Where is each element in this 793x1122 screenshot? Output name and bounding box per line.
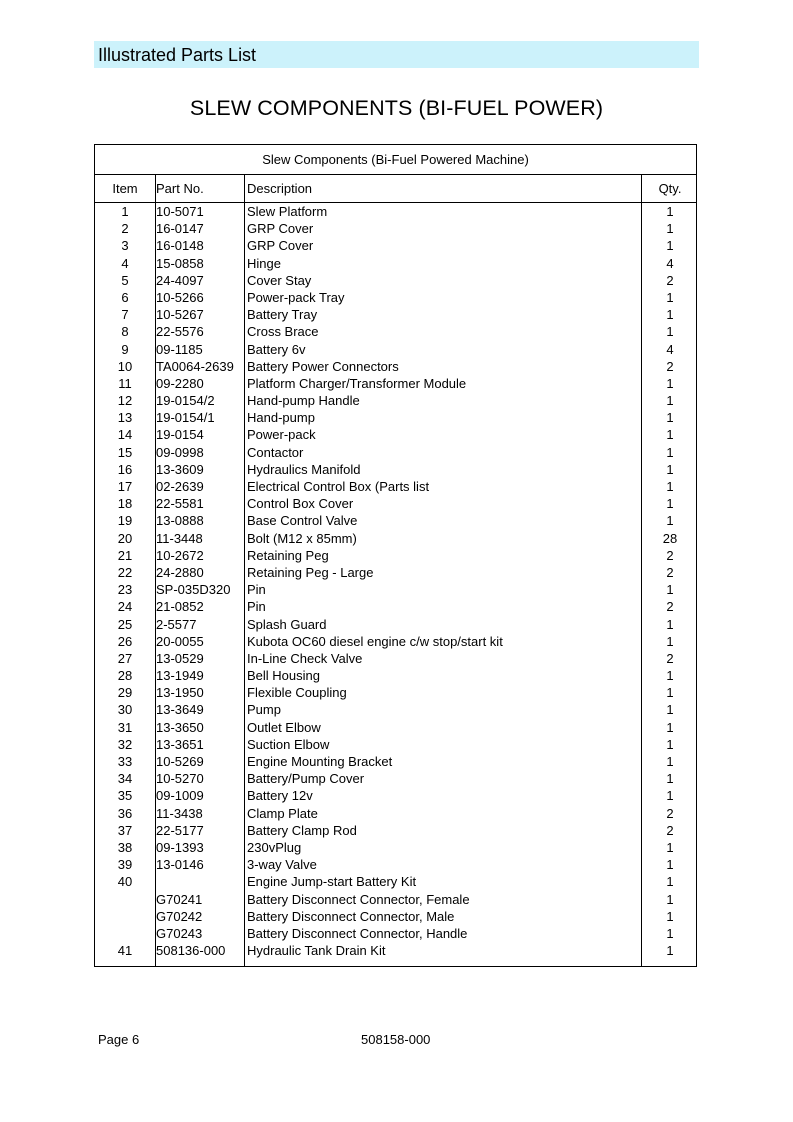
table-caption: Slew Components (Bi-Fuel Powered Machine) (95, 145, 696, 175)
row-description: Power-pack Tray (247, 289, 345, 305)
table-row (95, 392, 696, 409)
row-item-number: 26 (117, 633, 133, 649)
row-part-number: 15-0858 (156, 255, 204, 271)
row-item-number: 37 (117, 822, 133, 838)
row-quantity: 1 (666, 685, 674, 701)
row-quantity: 1 (666, 702, 674, 718)
row-description: Pin (247, 582, 266, 598)
row-quantity: 1 (666, 857, 674, 873)
row-description: Battery 6v (247, 341, 306, 357)
parts-table (94, 144, 697, 967)
row-part-number: 13-1949 (156, 668, 204, 684)
row-description: Battery/Pump Cover (247, 771, 365, 787)
row-description: Kubota OC60 diesel engine c/w stop/start kit (247, 633, 503, 649)
row-item-number: 4 (121, 255, 129, 271)
row-item-number: 17 (117, 479, 133, 494)
row-item-number: 2 (121, 221, 129, 237)
row-part-number: 13-0146 (156, 857, 204, 873)
row-quantity: 4 (666, 341, 674, 357)
row-description: Retaining Peg - Large (247, 564, 374, 580)
row-quantity: 2 (666, 650, 674, 666)
table-row (95, 358, 696, 375)
row-item-number: 38 (117, 839, 133, 855)
row-quantity: 2 (666, 599, 674, 615)
row-part-number: 09-1009 (156, 788, 204, 804)
row-description: Outlet Elbow (247, 719, 321, 735)
row-description: Pump (247, 702, 281, 718)
row-part-number: 11-3438 (156, 805, 203, 821)
row-description: Cross Brace (247, 324, 319, 340)
row-description: Clamp Plate (247, 805, 318, 821)
row-quantity: 1 (666, 324, 674, 340)
table-row (95, 856, 696, 873)
row-description: Power-pack (247, 427, 316, 443)
row-description: Flexible Coupling (247, 685, 347, 701)
row-part-number: 508136-000 (156, 943, 226, 959)
row-item-number: 1 (121, 204, 129, 219)
row-quantity: 1 (666, 788, 674, 804)
row-item-number: 22 (117, 564, 133, 580)
header-band (94, 41, 699, 68)
row-item-number: 36 (117, 805, 133, 821)
row-part-number: 13-0529 (156, 650, 204, 666)
table-row (95, 220, 696, 237)
table-row (95, 650, 696, 667)
row-description: GRP Cover (247, 221, 314, 237)
row-part-number: 13-3609 (156, 461, 204, 477)
row-part-number: 19-0154/1 (156, 410, 215, 426)
row-part-number: 10-5266 (156, 289, 204, 305)
row-quantity: 1 (666, 444, 674, 460)
row-part-number: 19-0154/2 (156, 393, 215, 409)
table-row (95, 925, 696, 942)
row-item-number: 21 (117, 547, 133, 563)
row-part-number: 21-0852 (156, 599, 204, 615)
row-quantity: 1 (666, 289, 674, 305)
row-quantity: 1 (666, 393, 674, 409)
row-quantity: 2 (666, 822, 674, 838)
row-part-number: 16-0147 (156, 221, 204, 237)
row-quantity: 1 (666, 204, 674, 219)
row-part-number: 2-5577 (156, 616, 197, 632)
row-quantity: 1 (666, 874, 674, 890)
row-item-number: 15 (117, 444, 133, 460)
table-row (95, 736, 696, 753)
row-part-number: 10-5269 (156, 754, 204, 769)
row-description: Suction Elbow (247, 736, 330, 752)
table-row (95, 564, 696, 581)
row-description: Electrical Control Box (Parts list (247, 479, 430, 494)
row-item-number: 6 (121, 289, 129, 305)
table-row (95, 255, 696, 272)
row-item-number: 33 (117, 754, 133, 769)
row-item-number: 16 (117, 461, 133, 477)
table-row (95, 341, 696, 358)
row-quantity: 1 (666, 736, 674, 752)
table-row (95, 289, 696, 306)
table-row (95, 478, 696, 495)
table-row (95, 787, 696, 804)
row-part-number: 13-3649 (156, 702, 204, 718)
row-part-number: 09-1185 (156, 341, 203, 357)
row-description: 230vPlug (247, 839, 302, 855)
row-part-number: 09-0998 (156, 444, 204, 460)
row-part-number: 19-0154 (156, 427, 204, 443)
row-description: Bell Housing (247, 668, 320, 684)
table-row (95, 770, 696, 787)
row-item-number: 30 (117, 702, 133, 718)
row-item-number: 24 (117, 599, 133, 615)
row-quantity: 1 (666, 513, 674, 529)
row-description: Slew Platform (247, 204, 328, 219)
row-quantity: 1 (666, 908, 674, 924)
row-quantity: 1 (666, 427, 674, 443)
row-quantity: 1 (666, 582, 674, 598)
row-part-number: 24-4097 (156, 272, 204, 288)
row-part-number: 10-5267 (156, 307, 204, 323)
table-row (95, 375, 696, 392)
table-row (95, 581, 696, 598)
row-item-number: 35 (117, 788, 133, 804)
page-title: SLEW COMPONENTS (BI-FUEL POWER) (189, 96, 604, 120)
row-item-number: 40 (117, 874, 133, 890)
row-item-number: 7 (121, 307, 129, 323)
row-item-number: 5 (121, 272, 129, 288)
row-quantity: 1 (666, 307, 674, 323)
table-row (95, 805, 696, 822)
row-description: Base Control Valve (247, 513, 358, 529)
row-description: Cover Stay (247, 272, 312, 288)
table-row (95, 908, 696, 925)
row-part-number: 16-0148 (156, 238, 204, 254)
row-description: Engine Mounting Bracket (247, 754, 393, 769)
table-row (95, 461, 696, 478)
row-item-number: 10 (117, 358, 133, 374)
row-description: Pin (247, 599, 266, 615)
table-row (95, 873, 696, 890)
row-part-number: 09-1393 (156, 839, 204, 855)
row-description: Bolt (M12 x 85mm) (247, 530, 357, 546)
row-quantity: 1 (666, 616, 674, 632)
column-header-item: Item (112, 181, 138, 196)
row-quantity: 4 (666, 255, 674, 271)
row-quantity: 1 (666, 719, 674, 735)
table-row (95, 753, 696, 770)
row-item-number: 31 (117, 719, 133, 735)
row-item-number: 14 (117, 427, 133, 443)
row-item-number: 13 (117, 410, 133, 426)
row-description: Battery Disconnect Connector, Female (247, 891, 470, 907)
table-row (95, 409, 696, 426)
table-row (95, 237, 696, 254)
row-quantity: 1 (666, 375, 674, 391)
table-row (95, 323, 696, 340)
row-quantity: 2 (666, 564, 674, 580)
table-row (95, 942, 696, 959)
row-item-number: 29 (117, 685, 133, 701)
row-quantity: 2 (666, 358, 674, 374)
row-part-number: 11-3448 (156, 530, 203, 546)
column-header-part: Part No. (156, 181, 204, 196)
row-quantity: 1 (666, 410, 674, 426)
row-item-number: 19 (117, 513, 133, 529)
row-quantity: 1 (666, 754, 674, 769)
row-part-number: G70242 (156, 908, 203, 924)
table-row (95, 426, 696, 443)
row-description: Platform Charger/Transformer Module (247, 375, 467, 391)
row-part-number: 22-5581 (156, 496, 204, 512)
row-description: Contactor (247, 444, 304, 460)
row-item-number: 9 (121, 341, 129, 357)
row-part-number: G70243 (156, 925, 203, 941)
row-description: Battery Tray (247, 307, 318, 323)
row-quantity: 2 (666, 805, 674, 821)
row-quantity: 1 (666, 839, 674, 855)
row-item-number: 8 (121, 324, 129, 340)
table-row (95, 701, 696, 718)
row-description: Control Box Cover (247, 496, 354, 512)
table-row (95, 839, 696, 856)
row-description: Battery Disconnect Connector, Handle (247, 925, 468, 941)
row-description: Battery Disconnect Connector, Male (247, 908, 455, 924)
table-row (95, 306, 696, 323)
row-part-number: 13-1950 (156, 685, 204, 701)
row-quantity: 1 (666, 891, 674, 907)
row-description: 3-way Valve (247, 857, 317, 873)
row-part-number: 13-3650 (156, 719, 204, 735)
row-item-number: 41 (117, 943, 133, 959)
table-row (95, 891, 696, 908)
page-number: Page 6 (98, 1032, 140, 1047)
row-description: GRP Cover (247, 238, 314, 254)
column-header-qty: Qty. (658, 181, 682, 196)
row-quantity: 1 (666, 943, 674, 959)
row-description: Hand-pump Handle (247, 393, 360, 409)
row-item-number: 39 (117, 857, 133, 873)
row-description: Hand-pump (247, 410, 315, 426)
table-row (95, 616, 696, 633)
document-number: 508158-000 (361, 1032, 431, 1047)
table-row (95, 633, 696, 650)
row-item-number: 27 (117, 650, 133, 666)
row-item-number: 28 (117, 668, 133, 684)
row-description: Engine Jump-start Battery Kit (247, 874, 417, 890)
row-description: Hydraulics Manifold (247, 461, 361, 477)
row-part-number: 10-5270 (156, 771, 204, 787)
row-quantity: 1 (666, 668, 674, 684)
row-part-number: 20-0055 (156, 633, 204, 649)
row-part-number: SP-035D320 (156, 582, 231, 598)
row-part-number: 22-5177 (156, 822, 204, 838)
row-part-number: 02-2639 (156, 479, 204, 494)
row-description: Battery Power Connectors (247, 358, 399, 374)
table-row (95, 822, 696, 839)
table-row (95, 444, 696, 461)
row-quantity: 1 (666, 925, 674, 941)
row-part-number: 13-3651 (156, 736, 204, 752)
table-row (95, 547, 696, 564)
row-item-number: 12 (117, 393, 133, 409)
row-quantity: 1 (666, 496, 674, 512)
row-item-number: 3 (121, 238, 129, 254)
row-quantity: 1 (666, 771, 674, 787)
header-band-label: Illustrated Parts List (98, 45, 257, 65)
row-part-number: 24-2880 (156, 564, 204, 580)
table-row (95, 530, 696, 547)
row-quantity: 1 (666, 238, 674, 254)
table-row (95, 203, 696, 220)
row-quantity: 28 (662, 530, 678, 546)
row-description: In-Line Check Valve (247, 650, 363, 666)
row-quantity: 1 (666, 479, 674, 494)
row-item-number: 18 (117, 496, 133, 512)
table-row (95, 495, 696, 512)
row-description: Retaining Peg (247, 547, 329, 563)
table-row (95, 667, 696, 684)
row-part-number: TA0064-2639 (156, 358, 234, 374)
row-description: Hydraulic Tank Drain Kit (247, 943, 386, 959)
row-quantity: 1 (666, 633, 674, 649)
row-part-number: 09-2280 (156, 375, 204, 391)
row-quantity: 1 (666, 461, 674, 477)
row-item-number: 25 (117, 616, 133, 632)
row-part-number: 13-0888 (156, 513, 204, 529)
table-row (95, 272, 696, 289)
row-item-number: 34 (117, 771, 133, 787)
row-item-number: 23 (117, 582, 133, 598)
row-part-number: G70241 (156, 891, 203, 907)
row-description: Splash Guard (247, 616, 327, 632)
row-description: Battery Clamp Rod (247, 822, 357, 838)
table-row (95, 719, 696, 736)
table-row (95, 598, 696, 615)
row-part-number: 10-5071 (156, 204, 204, 219)
row-quantity: 1 (666, 221, 674, 237)
row-quantity: 2 (666, 272, 674, 288)
table-row (95, 684, 696, 701)
row-item-number: 20 (117, 530, 133, 546)
row-description: Hinge (247, 255, 281, 271)
row-item-number: 32 (117, 736, 133, 752)
row-description: Battery 12v (247, 788, 313, 804)
row-quantity: 2 (666, 547, 674, 563)
row-item-number: 11 (118, 375, 132, 391)
column-header-description: Description (247, 181, 313, 196)
table-body (95, 203, 696, 959)
row-part-number: 22-5576 (156, 324, 204, 340)
row-part-number: 10-2672 (156, 547, 204, 563)
table-row (95, 512, 696, 529)
